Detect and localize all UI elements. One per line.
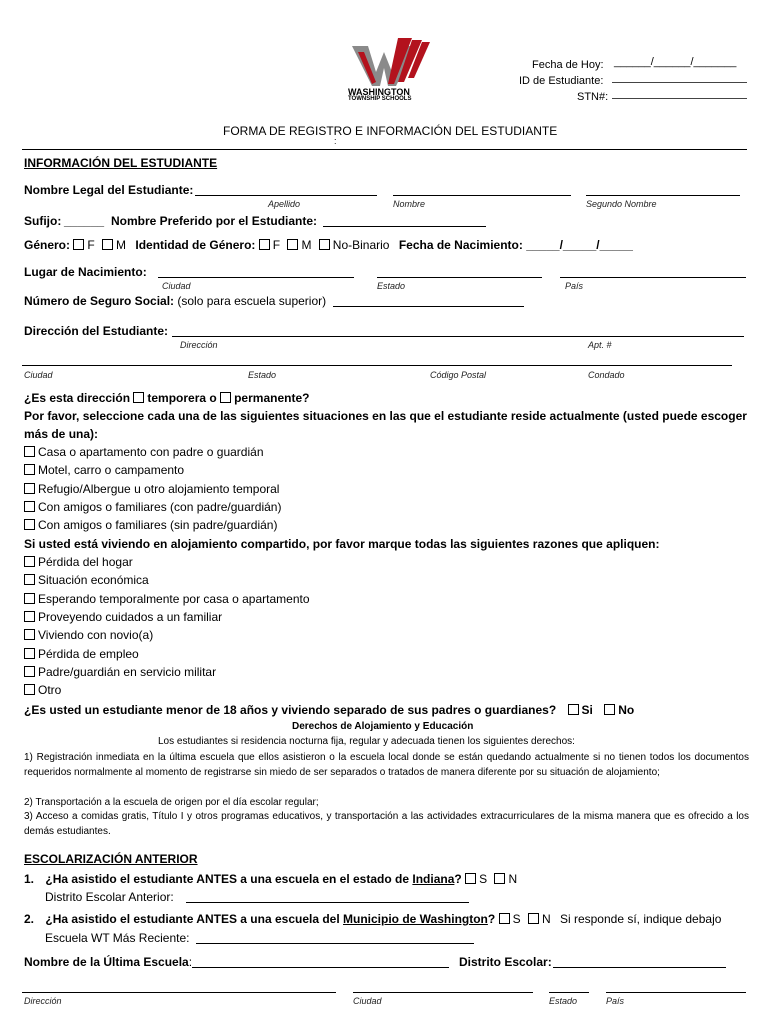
identidad-f-label: F bbox=[272, 238, 281, 252]
checkbox[interactable] bbox=[24, 648, 35, 659]
distrito-escolar-field[interactable] bbox=[553, 967, 726, 968]
genero-label: Género: bbox=[24, 238, 71, 252]
escuela-wt-field[interactable] bbox=[196, 943, 474, 944]
ultima-direccion-field[interactable] bbox=[22, 992, 336, 993]
q2-text: ¿Ha asistido el estudiante ANTES a una escuela del bbox=[45, 912, 344, 926]
q1-n-checkbox[interactable] bbox=[494, 873, 505, 884]
checkbox[interactable] bbox=[24, 629, 35, 640]
identidad-m-checkbox[interactable] bbox=[287, 239, 298, 250]
q1-number: 1. bbox=[24, 872, 35, 886]
checkbox-option-label: Viviendo con novio(a) bbox=[38, 628, 154, 643]
escuela-wt-label: Escuela WT Más Reciente: bbox=[45, 931, 190, 945]
temporera-label: temporera o bbox=[147, 391, 217, 405]
title-colon: : bbox=[334, 136, 337, 146]
distrito-anterior-field[interactable] bbox=[186, 902, 469, 903]
temp-question-a: ¿Es esta dirección bbox=[24, 391, 131, 405]
ultima-pais-caption: País bbox=[606, 996, 625, 1006]
permanente-label: permanente? bbox=[234, 391, 310, 405]
ultima-escuela-label: Nombre de la Última Escuela bbox=[24, 955, 189, 969]
q1-s-label: S bbox=[479, 872, 488, 886]
checkbox-option[interactable] bbox=[24, 518, 277, 532]
identidad-nb-checkbox[interactable] bbox=[319, 239, 330, 250]
checkbox[interactable] bbox=[24, 611, 35, 622]
lugar-estado-caption: Estado bbox=[377, 281, 406, 291]
ciudad-caption: Ciudad bbox=[24, 370, 53, 380]
checkbox[interactable] bbox=[24, 574, 35, 585]
distrito-escolar-label: Distrito Escolar: bbox=[459, 955, 552, 969]
fecha-field[interactable]: ______/______/_______ bbox=[614, 56, 737, 68]
apellido-field[interactable] bbox=[195, 195, 377, 196]
checkbox-option[interactable] bbox=[24, 482, 279, 496]
ultima-direccion-caption: Dirección bbox=[24, 996, 62, 1006]
checkbox-option-label: Refugio/Albergue u otro alojamiento temporal bbox=[38, 481, 280, 496]
checkbox-option[interactable] bbox=[24, 573, 149, 587]
situacion-question-cont: más de una): bbox=[24, 427, 99, 441]
estado-caption: Estado bbox=[248, 370, 277, 380]
checkbox-option-label: Casa o apartamento con padre o guardián bbox=[38, 445, 264, 459]
direccion-label: Dirección del Estudiante: bbox=[24, 324, 169, 338]
checkbox-option[interactable] bbox=[24, 647, 139, 661]
nombre-preferido-label: Nombre Preferido por el Estudiante: bbox=[111, 214, 318, 228]
checkbox-option-label: Pérdida de empleo bbox=[38, 646, 139, 661]
segundo-nombre-caption: Segundo Nombre bbox=[586, 199, 657, 209]
fecha-nacimiento-field[interactable]: _____/_____/_____ bbox=[526, 238, 633, 252]
checkbox[interactable] bbox=[24, 666, 35, 677]
ultima-escuela-colon: : bbox=[188, 955, 193, 969]
lugar-estado-field[interactable] bbox=[377, 277, 542, 278]
apellido-caption: Apellido bbox=[268, 199, 301, 209]
derecho-2: 2) Transportación a la escuela de origen por el día escolar regular; bbox=[24, 797, 319, 808]
q1-n-label: N bbox=[508, 872, 518, 886]
checkbox-option[interactable] bbox=[24, 665, 216, 679]
q2-n-checkbox[interactable] bbox=[528, 913, 539, 924]
ultima-ciudad-field[interactable] bbox=[353, 992, 533, 993]
checkbox[interactable] bbox=[24, 593, 35, 604]
checkbox-option[interactable] bbox=[24, 683, 61, 697]
genero-m-checkbox[interactable] bbox=[102, 239, 113, 250]
lugar-ciudad-caption: Ciudad bbox=[162, 281, 191, 291]
fecha-label: Fecha de Hoy: bbox=[532, 59, 604, 71]
q1-qmark: ? bbox=[454, 872, 462, 886]
stn-field[interactable] bbox=[612, 98, 747, 99]
apt-caption: Apt. # bbox=[588, 340, 612, 350]
nombre-caption: Nombre bbox=[393, 199, 426, 209]
menor-no-checkbox[interactable] bbox=[604, 704, 615, 715]
derechos-title: Derechos de Alojamiento y Educación bbox=[292, 721, 474, 732]
compartido-question: Si usted está viviendo en alojamiento compartido, por favor marque todas las siguientes razones que apliquen: bbox=[24, 537, 660, 551]
q1-text: ¿Ha asistido el estudiante ANTES a una escuela en el estado de bbox=[45, 872, 413, 886]
checkbox-option[interactable] bbox=[24, 463, 184, 477]
checkbox-option-label: Esperando temporalmente por casa o apartamento bbox=[38, 591, 310, 606]
temporera-checkbox[interactable] bbox=[133, 392, 144, 403]
nombre-preferido-field[interactable] bbox=[323, 226, 486, 227]
checkbox-option-label: Situación económica bbox=[38, 573, 149, 588]
q2-n-label: N bbox=[541, 912, 551, 926]
ultima-pais-field[interactable] bbox=[606, 992, 746, 993]
direccion-field[interactable] bbox=[172, 336, 744, 337]
fecha-nacimiento-label: Fecha de Nacimiento: bbox=[398, 238, 523, 252]
q2-note: Si responde sí, indique debajo bbox=[559, 912, 722, 926]
checkbox[interactable] bbox=[24, 501, 35, 512]
title-divider bbox=[22, 149, 747, 150]
checkbox-option[interactable] bbox=[24, 610, 222, 624]
menor-no-label: No bbox=[618, 703, 635, 717]
permanente-checkbox[interactable] bbox=[220, 392, 231, 403]
menor-question: ¿Es usted un estudiante menor de 18 años y viviendo separado de sus padres o guardianes? bbox=[24, 703, 557, 717]
nombre-field[interactable] bbox=[393, 195, 571, 196]
genero-f-checkbox[interactable] bbox=[73, 239, 84, 250]
checkbox-option-label: Motel, carro o campamento bbox=[38, 463, 185, 478]
ssn-field[interactable] bbox=[333, 306, 524, 307]
lugar-pais-field[interactable] bbox=[560, 277, 746, 278]
checkbox-option[interactable] bbox=[24, 555, 133, 569]
genero-m-label: M bbox=[116, 238, 127, 252]
identidad-genero-label: Identidad de Género: bbox=[135, 238, 256, 252]
checkbox-option[interactable] bbox=[24, 592, 310, 606]
ultima-estado-field[interactable] bbox=[549, 992, 589, 993]
distrito-anterior-label: Distrito Escolar Anterior: bbox=[45, 890, 174, 904]
section-informacion-estudiante: INFORMACIÓN DEL ESTUDIANTE bbox=[24, 156, 218, 170]
ssn-note: (solo para escuela superior) bbox=[177, 294, 327, 308]
id-field[interactable] bbox=[612, 82, 747, 83]
q2-municipio: Municipio de Washington bbox=[343, 912, 488, 926]
ultima-ciudad-caption: Ciudad bbox=[353, 996, 382, 1006]
identidad-m-label: M bbox=[301, 238, 312, 252]
q2-s-checkbox[interactable] bbox=[499, 913, 510, 924]
lugar-pais-caption: País bbox=[565, 281, 584, 291]
identidad-nb-label: No-Binario bbox=[332, 238, 390, 252]
form-title: FORMA DE REGISTRO E INFORMACIÓN DEL ESTUDIANTE bbox=[223, 124, 558, 138]
checkbox[interactable] bbox=[24, 464, 35, 475]
checkbox-option-label: Padre/guardián en servicio militar bbox=[38, 664, 217, 679]
id-label: ID de Estudiante: bbox=[519, 75, 604, 87]
checkbox-option-label: Con amigos o familiares (sin padre/guardián) bbox=[38, 518, 278, 533]
checkbox[interactable] bbox=[24, 483, 35, 494]
codigo-postal-caption: Código Postal bbox=[430, 370, 487, 380]
derechos-subtitle: Los estudiantes si residencia nocturna fija, regular y adecuada tienen los siguientes derechos: bbox=[158, 736, 575, 747]
genero-f-label: F bbox=[87, 238, 95, 252]
segundo-nombre-field[interactable] bbox=[586, 195, 740, 196]
lugar-ciudad-field[interactable] bbox=[158, 277, 354, 278]
checkbox-option-label: Proveyendo cuidados a un familiar bbox=[38, 609, 223, 624]
q1-indiana: Indiana bbox=[412, 872, 455, 886]
checkbox-option[interactable] bbox=[24, 500, 281, 514]
condado-caption: Condado bbox=[588, 370, 625, 380]
checkbox[interactable] bbox=[24, 556, 35, 567]
q2-number: 2. bbox=[24, 912, 35, 926]
derecho-1: 1) Registración inmediata en la última escuela que ellos asistieron o la escuela local donde se están quedando actualmente si no tienen todos los documentos requeridos normalmente al momento de registrarse sin miedo de ser separados o tratados de manera diferente por su situación de alojamiento; bbox=[24, 752, 749, 778]
direccion-caption: Dirección bbox=[180, 340, 218, 350]
ssn-label: Número de Seguro Social: bbox=[24, 294, 175, 308]
q2-qmark: ? bbox=[487, 912, 496, 926]
logo-text-township-schools: TOWNSHIP SCHOOLS bbox=[348, 96, 412, 102]
menor-si-checkbox[interactable] bbox=[568, 704, 579, 715]
sufijo-field[interactable]: ______ bbox=[64, 214, 105, 228]
checkbox-option[interactable] bbox=[24, 445, 264, 459]
ciudad-estado-cp-field[interactable] bbox=[22, 365, 732, 366]
checkbox-option[interactable] bbox=[24, 628, 153, 642]
section-escolarizacion-anterior: ESCOLARIZACIÓN ANTERIOR bbox=[24, 852, 198, 866]
logo-text-washington: WASHINGTON bbox=[348, 87, 410, 97]
checkbox-option-label: Otro bbox=[38, 683, 62, 698]
ultima-estado-caption: Estado bbox=[549, 996, 578, 1006]
checkbox-option-label: Pérdida del hogar bbox=[38, 555, 133, 569]
checkbox[interactable] bbox=[24, 519, 35, 530]
checkbox[interactable] bbox=[24, 684, 35, 695]
q1-s-checkbox[interactable] bbox=[465, 873, 476, 884]
legal-name-label: Nombre Legal del Estudiante: bbox=[24, 183, 194, 197]
sufijo-label: Sufijo: bbox=[24, 214, 62, 228]
checkbox[interactable] bbox=[24, 446, 35, 457]
situacion-question: Por favor, seleccione cada una de las siguientes situaciones en las que el estudiante reside actualmente (usted puede escoger bbox=[24, 409, 747, 423]
lugar-nacimiento-label: Lugar de Nacimiento: bbox=[24, 265, 147, 279]
q2-s-label: S bbox=[512, 912, 521, 926]
stn-label: STN#: bbox=[577, 91, 609, 103]
derecho-3: 3) Acceso a comidas gratis, Título I y otros programas educativos, y transportación a las actividades extracurriculares de la misma manera que es ofrecido a los demás estudiantes. bbox=[24, 811, 749, 837]
identidad-f-checkbox[interactable] bbox=[259, 239, 270, 250]
checkbox-option-label: Con amigos o familiares (con padre/guardián) bbox=[38, 499, 282, 514]
menor-si-label: Si bbox=[581, 703, 593, 717]
ultima-escuela-field[interactable] bbox=[192, 967, 449, 968]
